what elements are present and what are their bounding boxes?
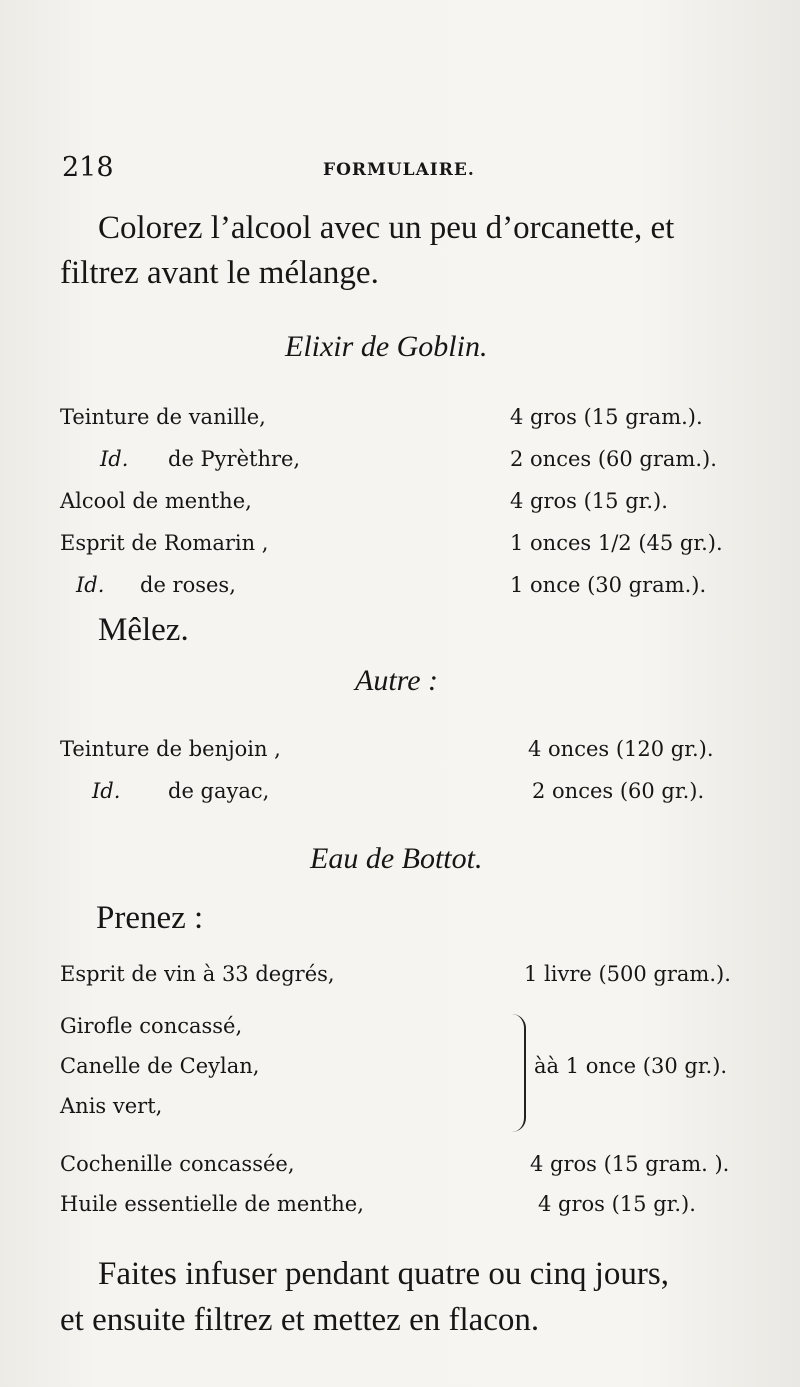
bottot-group-item-1: Girofle concassé, xyxy=(60,1014,243,1038)
bottot-row-esprit-qty: 1 livre (500 gram.). xyxy=(524,962,731,986)
goblin-row-5-name: de roses, xyxy=(140,573,236,597)
bottot-row-huile-qty: 4 gros (15 gr.). xyxy=(538,1192,696,1216)
goblin-row-1-qty: 4 gros (15 gram.). xyxy=(510,405,703,429)
grouping-brace xyxy=(508,1014,526,1132)
instruction-melez: Mêlez. xyxy=(98,612,189,648)
instruction-prenez: Prenez : xyxy=(96,900,204,936)
autre-row-2-qty: 2 onces (60 gr.). xyxy=(532,779,705,803)
autre-row-2-name: de gayac, xyxy=(168,779,270,803)
autre-row-1-name: Teinture de benjoin , xyxy=(60,737,281,761)
section-title-bottot: Eau de Bottot. xyxy=(310,842,483,875)
goblin-row-3-qty: 4 gros (15 gr.). xyxy=(510,489,668,513)
page-number: 218 xyxy=(62,152,114,183)
bottot-row-cochenille-qty: 4 gros (15 gram. ). xyxy=(530,1152,730,1176)
bottot-group-qty: àà 1 once (30 gr.). xyxy=(534,1054,728,1078)
autre-row-2-prefix: Id. xyxy=(92,779,121,803)
bottot-group-item-2: Canelle de Ceylan, xyxy=(60,1054,260,1078)
bottot-group-item-3: Anis vert, xyxy=(60,1094,163,1118)
closing-line-2: et ensuite filtrez et mettez en flacon. xyxy=(60,1302,540,1338)
goblin-row-2-qty: 2 onces (60 gram.). xyxy=(510,447,717,471)
goblin-row-4-qty: 1 onces 1/2 (45 gr.). xyxy=(510,531,723,555)
running-title: FORMULAIRE. xyxy=(323,160,475,180)
goblin-row-2-name: de Pyrèthre, xyxy=(168,447,301,471)
autre-row-1-qty: 4 onces (120 gr.). xyxy=(528,737,714,761)
goblin-row-5-qty: 1 once (30 gram.). xyxy=(510,573,707,597)
intro-line-2: filtrez avant le mélange. xyxy=(60,255,379,291)
goblin-row-3-name: Alcool de menthe, xyxy=(60,489,252,513)
bottot-row-esprit-name: Esprit de vin à 33 degrés, xyxy=(60,962,335,986)
intro-line-1: Colorez l’alcool avec un peu d’orcanette, et xyxy=(98,210,675,246)
goblin-row-4-name: Esprit de Romarin , xyxy=(60,531,269,555)
bottot-row-cochenille-name: Cochenille concassée, xyxy=(60,1152,295,1176)
bottot-row-huile-name: Huile essentielle de menthe, xyxy=(60,1192,364,1216)
closing-line-1: Faites infuser pendant quatre ou cinq jours, xyxy=(98,1256,669,1292)
goblin-row-1-name: Teinture de vanille, xyxy=(60,405,266,429)
goblin-row-2-prefix: Id. xyxy=(100,447,129,471)
section-title-autre: Autre : xyxy=(355,664,439,697)
goblin-row-5-prefix: Id. xyxy=(76,573,105,597)
section-title-goblin: Elixir de Goblin. xyxy=(285,330,488,363)
